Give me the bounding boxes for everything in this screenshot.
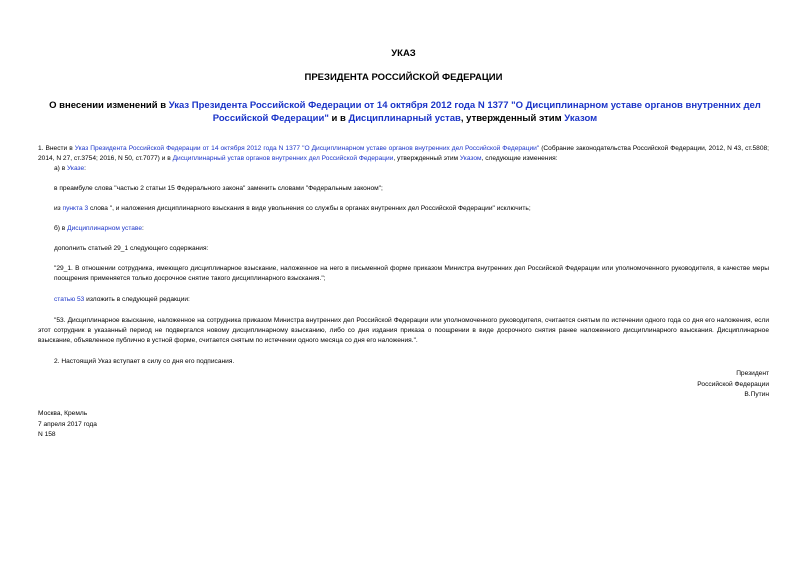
item-a-text: а) в	[54, 165, 68, 172]
signature-title: Президент	[736, 370, 769, 377]
quote-article-53: "53. Дисциплинарное взыскание, наложенное на сотрудника приказом Министра внутренних дел Российской Федерации или уполномоченного руководителя, считается снятым по истечении одного года со дня его наложения, если этот сотрудник в указанный период не подвергался новому дисциплинарному взысканию, либо со дня издания приказа о поощрении в виде досрочного снятия ранее наложенного дисциплинарного взыскания. Дисциплинарное взыскание, объявленное публично в устной форме, считается снятым по истечении одного месяца со дня его наложения.".	[38, 317, 769, 344]
item-a-point3	[54, 204, 531, 214]
p1-text-d: , следующие изменения:	[481, 155, 558, 162]
item-a	[54, 164, 86, 174]
item-b	[54, 224, 144, 234]
decree-issuer: ПРЕЗИДЕНТА РОССИЙСКОЙ ФЕДЕРАЦИИ	[304, 72, 503, 83]
signature-block	[697, 369, 769, 401]
subject-link-ukaz[interactable]: Указом	[564, 113, 598, 124]
point3-text-a: из	[54, 205, 63, 212]
paragraph-2: 2. Настоящий Указ вступает в силу со дня его подписания.	[54, 358, 235, 365]
point3-text-b: слова ", и наложения дисциплинарного взыскания в виде увольнения со службы в органах внутренних дел Российской Федерации" исключить;	[88, 205, 531, 212]
item-a-colon: :	[84, 165, 87, 172]
footer-date: 7 апреля 2017 года	[38, 420, 97, 428]
p1-link-charter[interactable]: Дисциплинарный устав органов внутренних дел Российской Федерации	[172, 155, 394, 162]
item-a-preamble: в преамбуле слова "частью 2 статьи 15 Федерального закона" заменить словами "Федеральным законом";	[54, 185, 383, 192]
subject-prefix: О внесении изменений в	[49, 100, 169, 111]
item-b-article-53	[54, 295, 190, 305]
p1-text-a: 1. Внести в	[38, 145, 75, 152]
signature-name: В.Путин	[744, 391, 769, 398]
subject-link-charter[interactable]: Дисциплинарный устав	[348, 113, 461, 124]
subject-mid2: , утвержденный этим	[460, 113, 565, 124]
item-b-link[interactable]: Дисциплинарном уставе	[67, 225, 143, 232]
p1-link-decree[interactable]: Указ Президента Российской Федерации от 14 октября 2012 года N 1377 "О Дисциплинарном уставе органов внутренних дел Российской Федерации"	[74, 145, 540, 152]
p1-text-c: , утвержденный этим	[393, 155, 460, 162]
quote-article-29-1: "29_1. В отношении сотрудника, имеющего дисциплинарное взыскание, наложенное на него в письменной форме приказом Министра внутренних дел Российской Федерации или уполномоченного руководителя, в качестве меры поощрения применяется только досрочное снятие такого дисциплинарного взыскания.";	[54, 265, 769, 282]
article-53-link[interactable]: статью 53	[54, 296, 85, 303]
footer-number: N 158	[38, 431, 56, 438]
item-b-add-article: дополнить статьей 29_1 следующего содержания:	[54, 245, 209, 252]
footer-place: Москва, Кремль	[38, 410, 88, 417]
point3-link[interactable]: пункта 3	[62, 205, 89, 212]
document-subject	[36, 99, 774, 125]
article-53-text: изложить в следующей редакции:	[84, 296, 190, 303]
footer-block	[38, 409, 97, 441]
decree-title: УКАЗ	[391, 48, 416, 59]
paragraph-1	[38, 144, 769, 164]
subject-link-decree[interactable]: Указ Президента Российской Федерации от 14 октября 2012 года N 1377 "О Дисциплинарном уставе органов внутренних дел Российской Федерации"	[168, 100, 761, 124]
item-b-colon: :	[142, 225, 144, 232]
p1-text-b: (Собрание законодательства Российской Федерации, 2012, N 43, ст.5808; 2014, N 27, ст.3754; 2016, N 50, ст.7077) и в	[38, 145, 769, 162]
p1-link-ukaz[interactable]: Указом	[459, 155, 482, 162]
item-b-text: б) в	[54, 225, 68, 232]
subject-mid1: и в	[328, 113, 349, 124]
item-a-link[interactable]: Указе	[67, 165, 85, 172]
signature-country: Российской Федерации	[697, 380, 769, 388]
